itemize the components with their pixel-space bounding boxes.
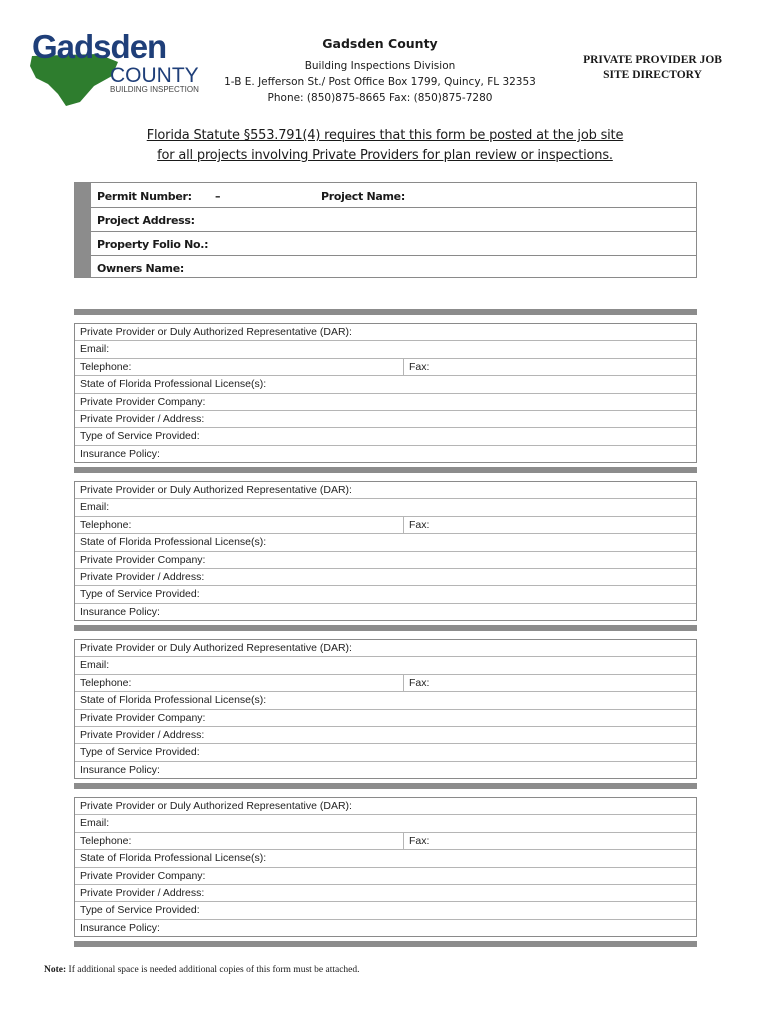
company-field[interactable] bbox=[75, 394, 696, 411]
fax-field[interactable]: Fax: bbox=[403, 675, 429, 691]
company-label: Private Provider Company: bbox=[80, 711, 206, 724]
service-field[interactable] bbox=[75, 744, 696, 761]
company-label: Private Provider Company: bbox=[80, 553, 206, 566]
statute-line2: for all projects involving Private Providers for plan review or inspections. bbox=[157, 148, 613, 163]
service-label: Type of Service Provided: bbox=[80, 904, 200, 917]
permit-number-dash: – bbox=[215, 190, 221, 203]
dar-label: Private Provider or Duly Authorized Representative (DAR): bbox=[80, 326, 352, 338]
address-field[interactable] bbox=[75, 885, 696, 902]
address-label: Private Provider / Address: bbox=[80, 412, 205, 425]
dar-label: Private Provider or Duly Authorized Representative (DAR): bbox=[80, 642, 352, 654]
address-field[interactable] bbox=[75, 411, 696, 428]
project-address-label: Project Address: bbox=[97, 214, 195, 227]
dar-field[interactable] bbox=[75, 324, 696, 341]
company-label: Private Provider Company: bbox=[80, 869, 206, 882]
folio-row[interactable] bbox=[91, 231, 696, 256]
agency-address: 1-B E. Jefferson St./ Post Office Box 1799, Quincy, FL 32353 bbox=[224, 76, 536, 88]
service-field[interactable] bbox=[75, 586, 696, 603]
company-label: Private Provider Company: bbox=[80, 395, 206, 408]
dar-field[interactable] bbox=[75, 482, 696, 499]
telephone-label: Telephone: bbox=[80, 518, 132, 531]
permit-info-block bbox=[74, 182, 697, 278]
county-title: Gadsden County bbox=[322, 36, 438, 51]
section-separator bbox=[74, 941, 697, 947]
insurance-label: Insurance Policy: bbox=[80, 921, 160, 934]
agency-phone: Phone: (850)875-8665 Fax: (850)875-7280 bbox=[267, 92, 493, 104]
address-label: Private Provider / Address: bbox=[80, 570, 205, 583]
permit-number-row[interactable] bbox=[91, 183, 696, 208]
section-separator bbox=[74, 309, 697, 315]
provider-block-1 bbox=[74, 323, 697, 463]
service-label: Type of Service Provided: bbox=[80, 430, 200, 443]
dar-field[interactable] bbox=[75, 640, 696, 657]
owners-label: Owners Name: bbox=[97, 262, 184, 275]
insurance-field[interactable] bbox=[75, 604, 696, 621]
dar-label: Private Provider or Duly Authorized Representative (DAR): bbox=[80, 800, 352, 812]
provider-block-3 bbox=[74, 639, 697, 779]
license-label: State of Florida Professional License(s): bbox=[80, 852, 267, 865]
owners-row[interactable] bbox=[91, 255, 696, 279]
email-label: Email: bbox=[80, 817, 110, 830]
telephone-field[interactable] bbox=[75, 833, 696, 850]
telephone-field[interactable] bbox=[75, 517, 696, 534]
insurance-label: Insurance Policy: bbox=[80, 447, 160, 460]
logo-word-building-inspection: BUILDING INSPECTION bbox=[110, 85, 199, 94]
company-field[interactable] bbox=[75, 710, 696, 727]
permit-side-bar bbox=[75, 183, 91, 277]
folio-label: Property Folio No.: bbox=[97, 238, 209, 251]
form-title-line1: PRIVATE PROVIDER JOB bbox=[583, 54, 722, 66]
license-field[interactable] bbox=[75, 692, 696, 709]
company-field[interactable] bbox=[75, 552, 696, 569]
note-label: Note: bbox=[44, 965, 67, 975]
license-label: State of Florida Professional License(s): bbox=[80, 378, 267, 391]
license-label: State of Florida Professional License(s): bbox=[80, 536, 267, 549]
fax-field[interactable]: Fax: bbox=[403, 517, 429, 533]
insurance-label: Insurance Policy: bbox=[80, 763, 160, 776]
email-field[interactable] bbox=[75, 499, 696, 516]
section-separator bbox=[74, 783, 697, 789]
email-label: Email: bbox=[80, 659, 110, 672]
telephone-label: Telephone: bbox=[80, 834, 132, 847]
project-name-label: Project Name: bbox=[321, 190, 405, 203]
license-label: State of Florida Professional License(s): bbox=[80, 694, 267, 707]
fax-field[interactable]: Fax: bbox=[403, 359, 429, 375]
email-label: Email: bbox=[80, 343, 110, 356]
footer-note bbox=[44, 965, 360, 975]
permit-number-label: Permit Number: bbox=[97, 190, 192, 203]
address-field[interactable] bbox=[75, 569, 696, 586]
address-field[interactable] bbox=[75, 727, 696, 744]
form-title-line2: SITE DIRECTORY bbox=[603, 69, 702, 81]
provider-block-2 bbox=[74, 481, 697, 621]
address-label: Private Provider / Address: bbox=[80, 728, 205, 741]
statute-line1: Florida Statute §553.791(4) requires that this form be posted at the job site bbox=[146, 128, 624, 143]
license-field[interactable] bbox=[75, 376, 696, 393]
section-separator bbox=[74, 467, 697, 473]
section-separator bbox=[74, 625, 697, 631]
insurance-field[interactable] bbox=[75, 920, 696, 937]
service-field[interactable] bbox=[75, 902, 696, 919]
address-label: Private Provider / Address: bbox=[80, 886, 205, 899]
provider-block-4 bbox=[74, 797, 697, 937]
insurance-field[interactable] bbox=[75, 446, 696, 463]
dar-field[interactable] bbox=[75, 798, 696, 815]
telephone-field[interactable] bbox=[75, 359, 696, 376]
fax-field[interactable]: Fax: bbox=[403, 833, 429, 849]
dar-label: Private Provider or Duly Authorized Representative (DAR): bbox=[80, 484, 352, 496]
division-name: Building Inspections Division bbox=[304, 60, 456, 72]
email-field[interactable] bbox=[75, 341, 696, 358]
company-field[interactable] bbox=[75, 868, 696, 885]
telephone-field[interactable] bbox=[75, 675, 696, 692]
logo-word-county: COUNTY bbox=[110, 64, 199, 87]
gadsden-county-logo bbox=[28, 28, 203, 108]
project-address-row[interactable] bbox=[91, 207, 696, 232]
telephone-label: Telephone: bbox=[80, 360, 132, 373]
statute-notice bbox=[80, 126, 690, 166]
license-field[interactable] bbox=[75, 850, 696, 867]
service-label: Type of Service Provided: bbox=[80, 746, 200, 759]
insurance-field[interactable] bbox=[75, 762, 696, 779]
logo-word-gadsden: Gadsden bbox=[32, 28, 167, 65]
agency-header bbox=[210, 36, 550, 106]
telephone-label: Telephone: bbox=[80, 676, 132, 689]
email-field[interactable] bbox=[75, 815, 696, 832]
license-field[interactable] bbox=[75, 534, 696, 551]
note-text: If additional space is needed additional copies of this form must be attached. bbox=[66, 965, 360, 975]
service-field[interactable] bbox=[75, 428, 696, 445]
form-title bbox=[560, 53, 745, 83]
email-field[interactable] bbox=[75, 657, 696, 674]
insurance-label: Insurance Policy: bbox=[80, 605, 160, 618]
email-label: Email: bbox=[80, 501, 110, 514]
service-label: Type of Service Provided: bbox=[80, 588, 200, 601]
